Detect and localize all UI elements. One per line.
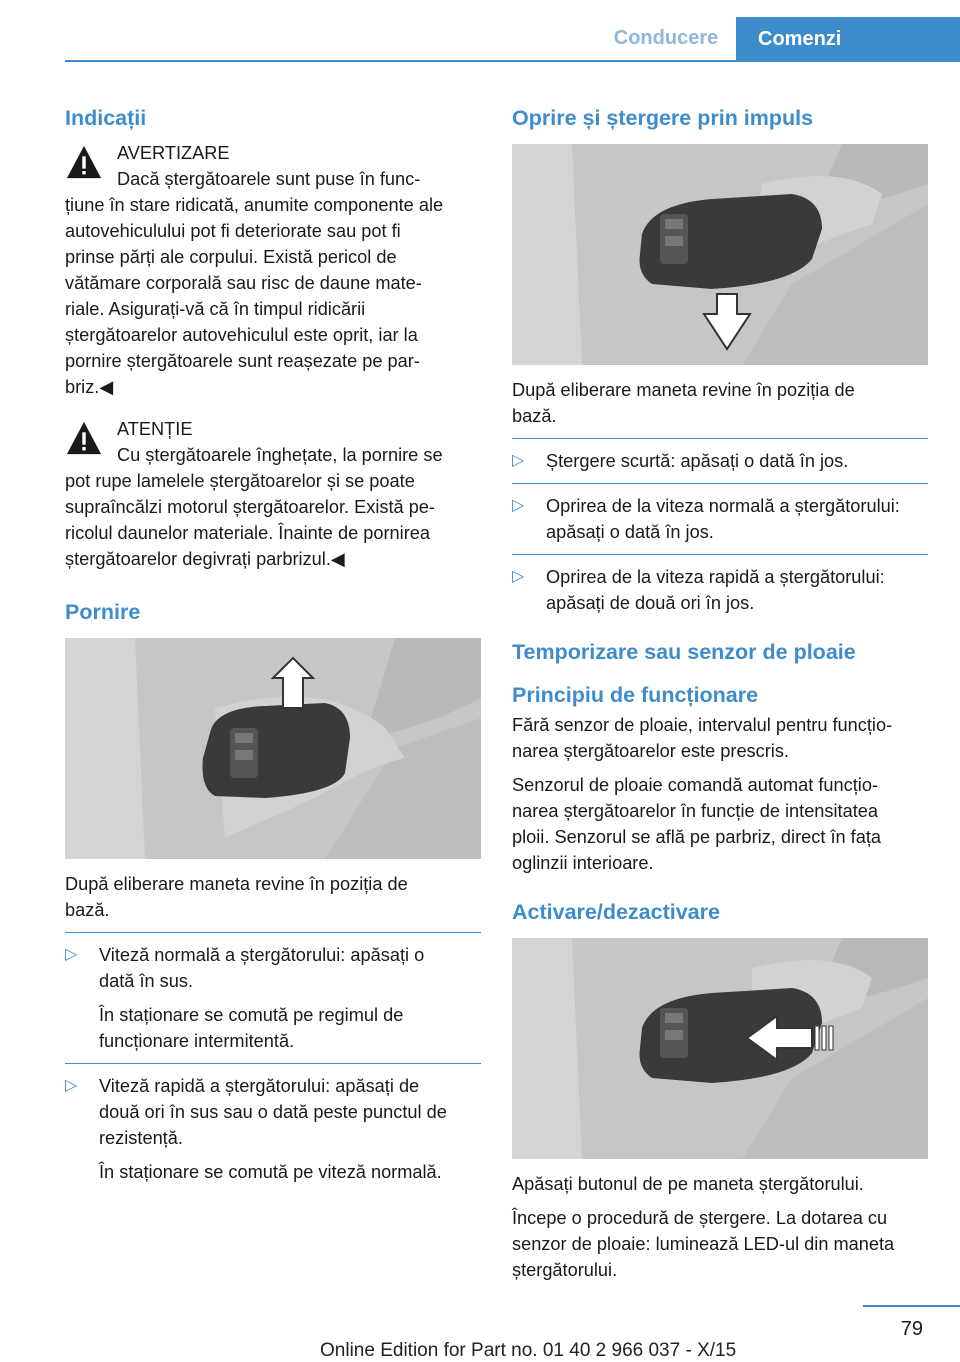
list-item-line: apăsați o dată în jos. <box>546 522 714 542</box>
temporizare-heading: Temporizare sau senzor de ploaie <box>512 640 856 664</box>
list-item-line: Ștergere scurtă: apăsați o dată în jos. <box>546 451 849 471</box>
right-column <box>512 100 928 1283</box>
principiu-heading: Principiu de funcționare <box>512 683 759 707</box>
list-divider <box>512 554 928 555</box>
footer-rule <box>863 1305 960 1307</box>
triangle-bullet-icon: ▷ <box>512 568 525 585</box>
speed-up-list-2 <box>65 1073 481 1185</box>
caution-text-line: Cu ștergătoarele înghețate, la pornire se <box>117 445 443 465</box>
warning-block <box>65 140 481 400</box>
caution-title: ATENȚIE <box>117 419 193 439</box>
principiu-text-line: narea ștergătoarelor este prescris. <box>512 741 789 761</box>
list-item-line: Viteză normală a ștergătorului: apăsați o <box>99 945 425 965</box>
list-item-line: Oprirea de la viteza normală a ștergătorului: <box>546 496 900 516</box>
pornire-heading: Pornire <box>65 600 141 624</box>
wiper-lever-up-illustration <box>65 638 481 859</box>
activare-text-line: ștergătorului. <box>512 1260 618 1280</box>
stop-list-3 <box>512 564 928 616</box>
header-rule <box>65 60 960 62</box>
list-item-line: dată în sus. <box>99 971 194 991</box>
list-item <box>512 493 928 545</box>
warning-text-line: autovehiculului pot fi deteriorate sau pot fi <box>65 221 401 241</box>
principiu-text-line: Senzorul de ploaie comandă automat funcțio‐ <box>512 775 878 795</box>
wiper-button-press-illustration <box>512 938 928 1159</box>
triangle-bullet-icon: ▷ <box>65 946 78 963</box>
list-item-line: rezistență. <box>99 1128 183 1148</box>
activare-text: Apăsați butonul de pe maneta ștergătorului. <box>512 1174 864 1194</box>
warning-icon <box>65 143 103 181</box>
page-number: 79 <box>900 1318 923 1340</box>
warning-icon <box>65 419 103 457</box>
caution-text-line: ștergătoarelor degivrați parbrizul.◀ <box>65 549 345 569</box>
caution-text-line: pot rupe lamelele ștergătoarelor și se poate <box>65 471 415 491</box>
triangle-bullet-icon: ▷ <box>65 1077 78 1094</box>
list-divider <box>65 1063 481 1064</box>
after-release-line: bază. <box>65 900 110 920</box>
warning-text-line: vătămare corporală sau risc de daune mate‐ <box>65 273 422 293</box>
principiu-text-line: Fără senzor de ploaie, intervalul pentru funcțio‐ <box>512 715 893 735</box>
after-release-line: După eliberare maneta revine în poziția de <box>512 380 855 400</box>
header-tab-conducere[interactable]: Conducere <box>613 27 719 49</box>
caution-text-line: supraîncălzi motorul ștergătoarelor. Există pe‐ <box>65 497 435 517</box>
principiu-text-line: narea ștergătoarelor în funcție de intensitatea <box>512 801 879 821</box>
footer-edition: Online Edition for Part no. 01 40 2 966 037 - X/15 <box>320 1340 737 1361</box>
list-item <box>512 564 928 616</box>
stop-list-2 <box>512 493 928 545</box>
warning-text-line: prinse părți ale corpului. Există pericol de <box>65 247 397 267</box>
indicatii-heading: Indicații <box>65 106 147 130</box>
left-column <box>65 100 481 1185</box>
activare-heading: Activare/dezactivare <box>512 900 720 924</box>
caution-text-line: ricolul daunelor materiale. Înainte de pornirea <box>65 523 430 543</box>
warning-text-line: riale. Asigurați-vă că în timpul ridicării <box>65 299 366 319</box>
triangle-bullet-icon: ▷ <box>512 497 525 514</box>
principiu-text-line: oglinzii interioare. <box>512 853 654 873</box>
stop-list <box>512 448 928 474</box>
warning-text-line: ștergătoarelor autovehiculul este oprit, iar la <box>65 325 418 345</box>
list-item-line: apăsați de două ori în jos. <box>546 593 755 613</box>
speed-up-list <box>65 942 481 1054</box>
principiu-text-line: ploii. Senzorul se află pe parbriz, direct în fața <box>512 827 881 847</box>
activare-text-line: Începe o procedură de ștergere. La dotarea cu <box>512 1208 888 1228</box>
list-item-line: Viteză rapidă a ștergătorului: apăsați de <box>99 1076 420 1096</box>
list-item <box>65 942 481 1054</box>
list-item <box>512 448 928 474</box>
list-divider <box>512 438 928 439</box>
warning-title: AVERTIZARE <box>117 143 230 163</box>
list-divider <box>65 932 481 933</box>
oprire-heading: Oprire și ștergere prin impuls <box>512 106 814 130</box>
triangle-bullet-icon: ▷ <box>512 452 525 469</box>
warning-text-line: Dacă ștergătoarele sunt puse în func‐ <box>117 169 421 189</box>
list-item-note: funcționare intermitentă. <box>99 1031 295 1051</box>
warning-text-line: briz.◀ <box>65 377 114 397</box>
list-divider <box>512 483 928 484</box>
list-item-note: În staționare se comută pe viteză normală. <box>99 1162 442 1182</box>
list-item-line: două ori în sus sau o dată peste punctul de <box>99 1102 447 1122</box>
list-item-note: În staționare se comută pe regimul de <box>99 1005 404 1025</box>
wiper-lever-down-illustration <box>512 144 928 365</box>
after-release-line: După eliberare maneta revine în poziția de <box>65 874 408 894</box>
warning-text-line: țiune în stare ridicată, anumite componente ale <box>65 195 444 215</box>
after-release-line: bază. <box>512 406 557 426</box>
warning-text-line: pornire ștergătoarele sunt reașezate pe par‐ <box>65 351 420 371</box>
caution-block <box>65 416 481 572</box>
activare-text-line: senzor de ploaie: luminează LED-ul din maneta <box>512 1234 895 1254</box>
header-tab-comenzi[interactable]: Comenzi <box>736 17 960 62</box>
list-item <box>65 1073 481 1185</box>
list-item-line: Oprirea de la viteza rapidă a ștergătorului: <box>546 567 885 587</box>
